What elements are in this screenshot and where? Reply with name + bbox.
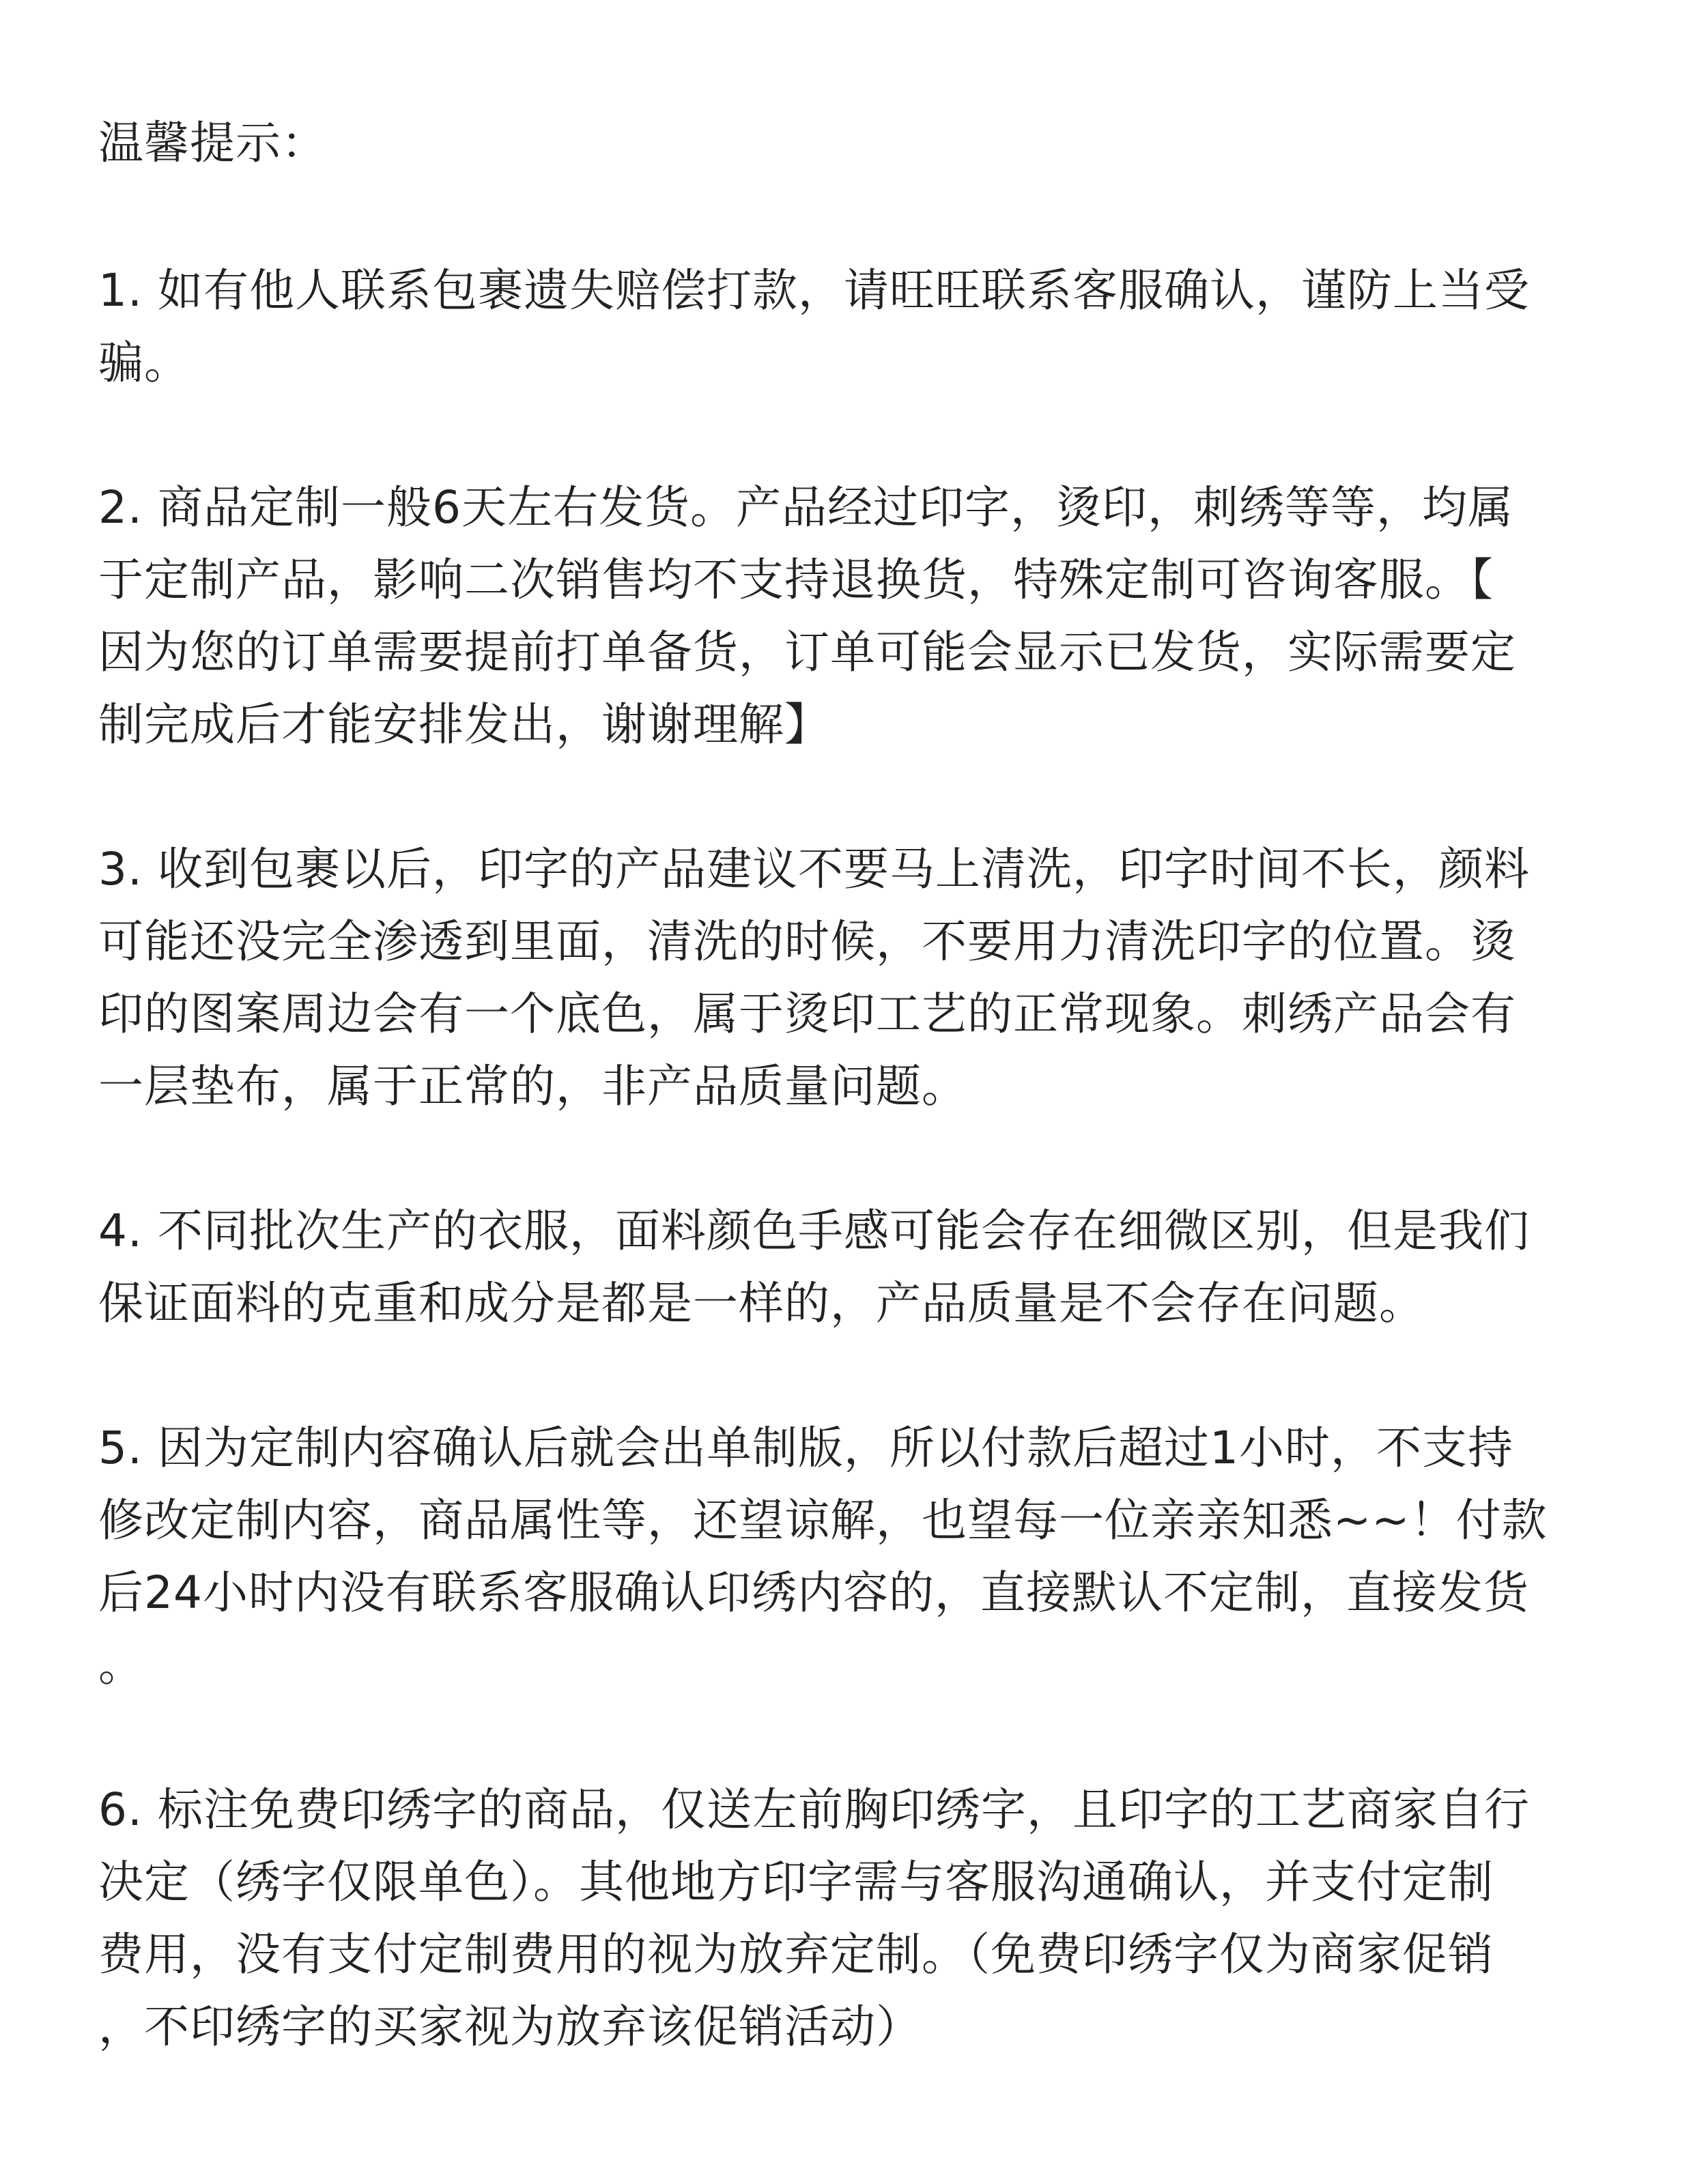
note-5-line-4: 。 bbox=[98, 1639, 144, 1691]
note-4-line-2: 保证面料的克重和成分是都是一样的，产品质量是不会存在问题。 bbox=[98, 1277, 1425, 1330]
note-1-line-2: 骗。 bbox=[98, 336, 190, 389]
note-5-line-2: 修改定制内容，商品属性等，还望谅解，也望每一位亲亲知悉~~！付款 bbox=[98, 1494, 1548, 1547]
note-2-line-1: 2. 商品定制一般6天左右发货。产品经过印字，烫印，刺绣等等，均属 bbox=[98, 481, 1513, 534]
note-3-line-1: 3. 收到包裹以后，印字的产品建议不要马上清洗，印字时间不长，颜料 bbox=[98, 843, 1530, 895]
note-4-line-1: 4. 不同批次生产的衣服，面料颜色手感可能会存在细微区别，但是我们 bbox=[98, 1205, 1530, 1257]
note-6-line-3: 费用，没有支付定制费用的视为放弃定制。（免费印绣字仅为商家促销 bbox=[98, 1928, 1494, 1981]
notice-heading: 温馨提示： bbox=[98, 117, 327, 169]
note-2-line-2: 于定制产品，影响二次销售均不支持退换货，特殊定制可咨询客服。【 bbox=[98, 554, 1494, 606]
note-6-line-2: 决定（绣字仅限单色）。其他地方印字需与客服沟通确认，并支付定制 bbox=[98, 1856, 1494, 1908]
note-3-line-4: 一层垫布，属于正常的，非产品质量问题。 bbox=[98, 1060, 967, 1112]
note-6-line-1: 6. 标注免费印绣字的商品，仅送左前胸印绣字，且印字的工艺商家自行 bbox=[98, 1783, 1530, 1836]
note-5-line-1: 5. 因为定制内容确认后就会出单制版，所以付款后超过1小时，不支持 bbox=[98, 1422, 1513, 1474]
note-2-line-3: 因为您的订单需要提前打单备货，订单可能会显示已发货，实际需要定 bbox=[98, 626, 1516, 678]
note-5-line-3: 后24小时内没有联系客服确认印绣内容的，直接默认不定制，直接发货 bbox=[98, 1566, 1529, 1619]
note-2-line-4: 制完成后才能安排发出，谢谢理解】 bbox=[98, 698, 830, 751]
note-3-line-2: 可能还没完全渗透到里面，清洗的时候，不要用力清洗印字的位置。烫 bbox=[98, 915, 1516, 968]
note-1-line-1: 1. 如有他人联系包裹遗失赔偿打款，请旺旺联系客服确认，谨防上当受 bbox=[98, 264, 1530, 317]
note-6-line-4: ，不印绣字的买家视为放弃该促销活动） bbox=[98, 2000, 922, 2053]
note-3-line-3: 印的图案周边会有一个底色，属于烫印工艺的正常现象。刺绣产品会有 bbox=[98, 988, 1516, 1040]
